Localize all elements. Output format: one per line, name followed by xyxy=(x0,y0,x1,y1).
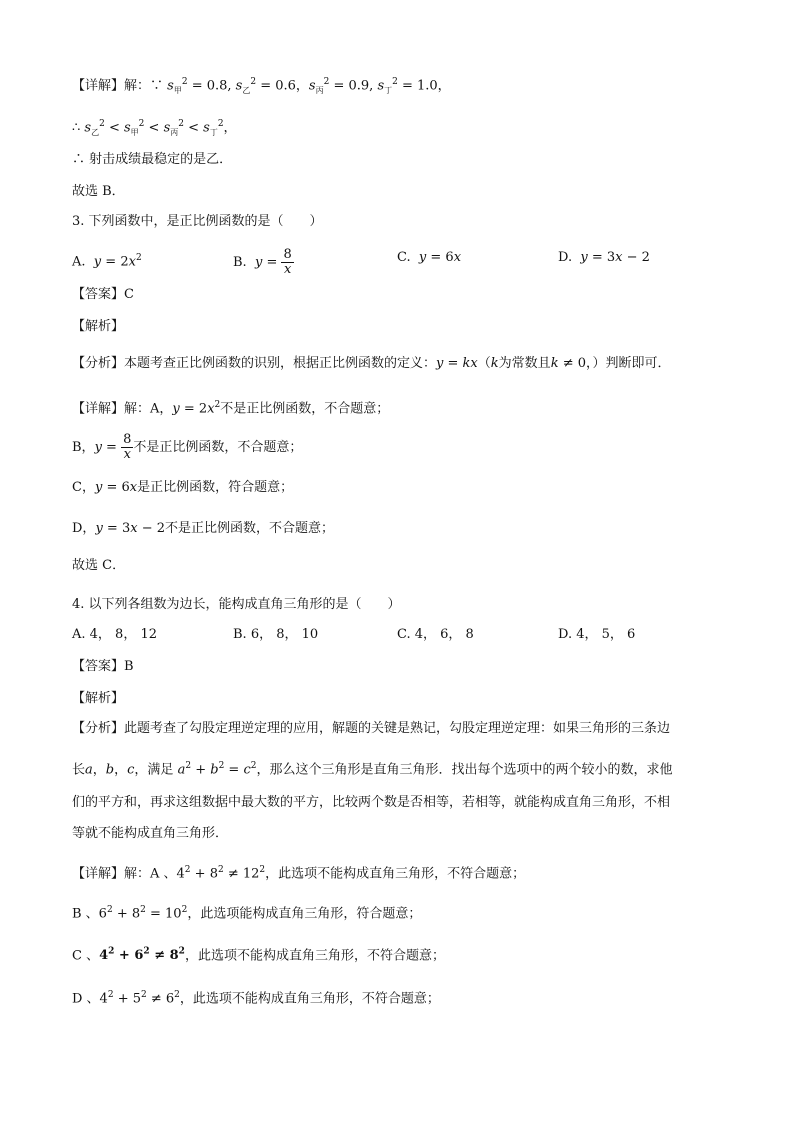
q4-answer: 【答案】B xyxy=(72,659,134,674)
q3-detail-c: C，y = 6x是正比例函数，符合题意； xyxy=(72,480,294,495)
prev-detail-choose: 故选 B． xyxy=(72,184,125,199)
q4-detail-c: C 、$4^2 + 6^2 \ne 8^2$，此选项不能构成直角三角形，不符合题意； xyxy=(72,947,445,964)
q3-detail-a: 【详解】解：A，$y = 2x^2$不是正比例函数，不合题意； xyxy=(72,400,390,417)
q4-option-d: D. 4， 5， 6 xyxy=(558,627,636,642)
q3-detail-b: B，y = $\frac{8}{x}$ 不是正比例函数，不合题意； xyxy=(72,432,303,462)
q4-analysis-line-3: 们的平方和，再求这组数据中最大数的平方，比较两个数是否相等，若相等，就能构成直角三角形，不相 xyxy=(72,795,671,810)
q3-detail-d: D，y = 3x − 2不是正比例函数，不合题意； xyxy=(72,521,335,536)
q4-option-a: A. 4， 8， 12 xyxy=(72,627,158,642)
q3-analysis: 【分析】本题考查正比例函数的识别，根据正比例函数的定义：y = kx（k为常数且k ≠ 0，）判断即可． xyxy=(72,356,671,371)
q3-answer: 【答案】C xyxy=(72,287,134,302)
q3-option-b: B. y = $\frac{8}{x}$ xyxy=(233,247,292,277)
q4-stem: 4. 以下列各组数为边长，能构成直角三角形的是（ ） xyxy=(72,597,401,612)
q4-analysis-line-4: 等就不能构成直角三角形． xyxy=(72,826,229,841)
q4-analysis-label: 【解析】 xyxy=(72,691,125,706)
q4-detail-b: B 、$6^2 + 8^2 = 10^2$，此选项能构成直角三角形，符合题意； xyxy=(72,905,422,922)
q3-choose: 故选 C． xyxy=(72,558,126,573)
q4-detail-d: D 、$4^2 + 5^2 \ne 6^2$，此选项不能构成直角三角形，不符合题意； xyxy=(72,990,440,1007)
q3-option-c: C. y = 6x xyxy=(397,250,462,265)
q3-stem: 3. 下列函数中，是正比例函数的是（ ） xyxy=(72,214,323,229)
q3-option-d: D. y = 3x − 2 xyxy=(558,250,650,265)
q3-analysis-label: 【解析】 xyxy=(72,319,125,334)
q4-option-b: B. 6， 8， 10 xyxy=(233,627,319,642)
q4-analysis-line-2: 长a，b，c，满足 $a^2 + b^2 = c^2$，那么这个三角形是直角三角形．找出每个选项中的两个较小的数，求他 xyxy=(72,761,673,778)
q3-option-a: A. $y = 2x^2$ xyxy=(72,253,142,270)
q4-detail-a: 【详解】解：A 、$4^2 + 8^2 \ne 12^2$，此选项不能构成直角三角形，不符合题意； xyxy=(72,865,526,882)
q4-analysis-line-1: 【分析】此题考查了勾股定理逆定理的应用，解题的关键是熟记，勾股定理逆定理：如果三角形的三条边 xyxy=(72,721,671,736)
q4-option-c: C. 4， 6， 8 xyxy=(397,627,474,642)
prev-detail-order: ∴ $s_乙^2 < s_甲^2 < s_丙^2 < s_丁^2$， xyxy=(72,119,237,137)
prev-detail-given: 【详解】解：∵ $s_甲^2 = 0.8$, $s_乙^2 = 0.6$，$s_丙^2 = 0.9$, $s_丁^2 = 1.0$， xyxy=(72,77,451,95)
prev-detail-conclusion: ∴ 射击成绩最稳定的是乙． xyxy=(72,152,233,167)
